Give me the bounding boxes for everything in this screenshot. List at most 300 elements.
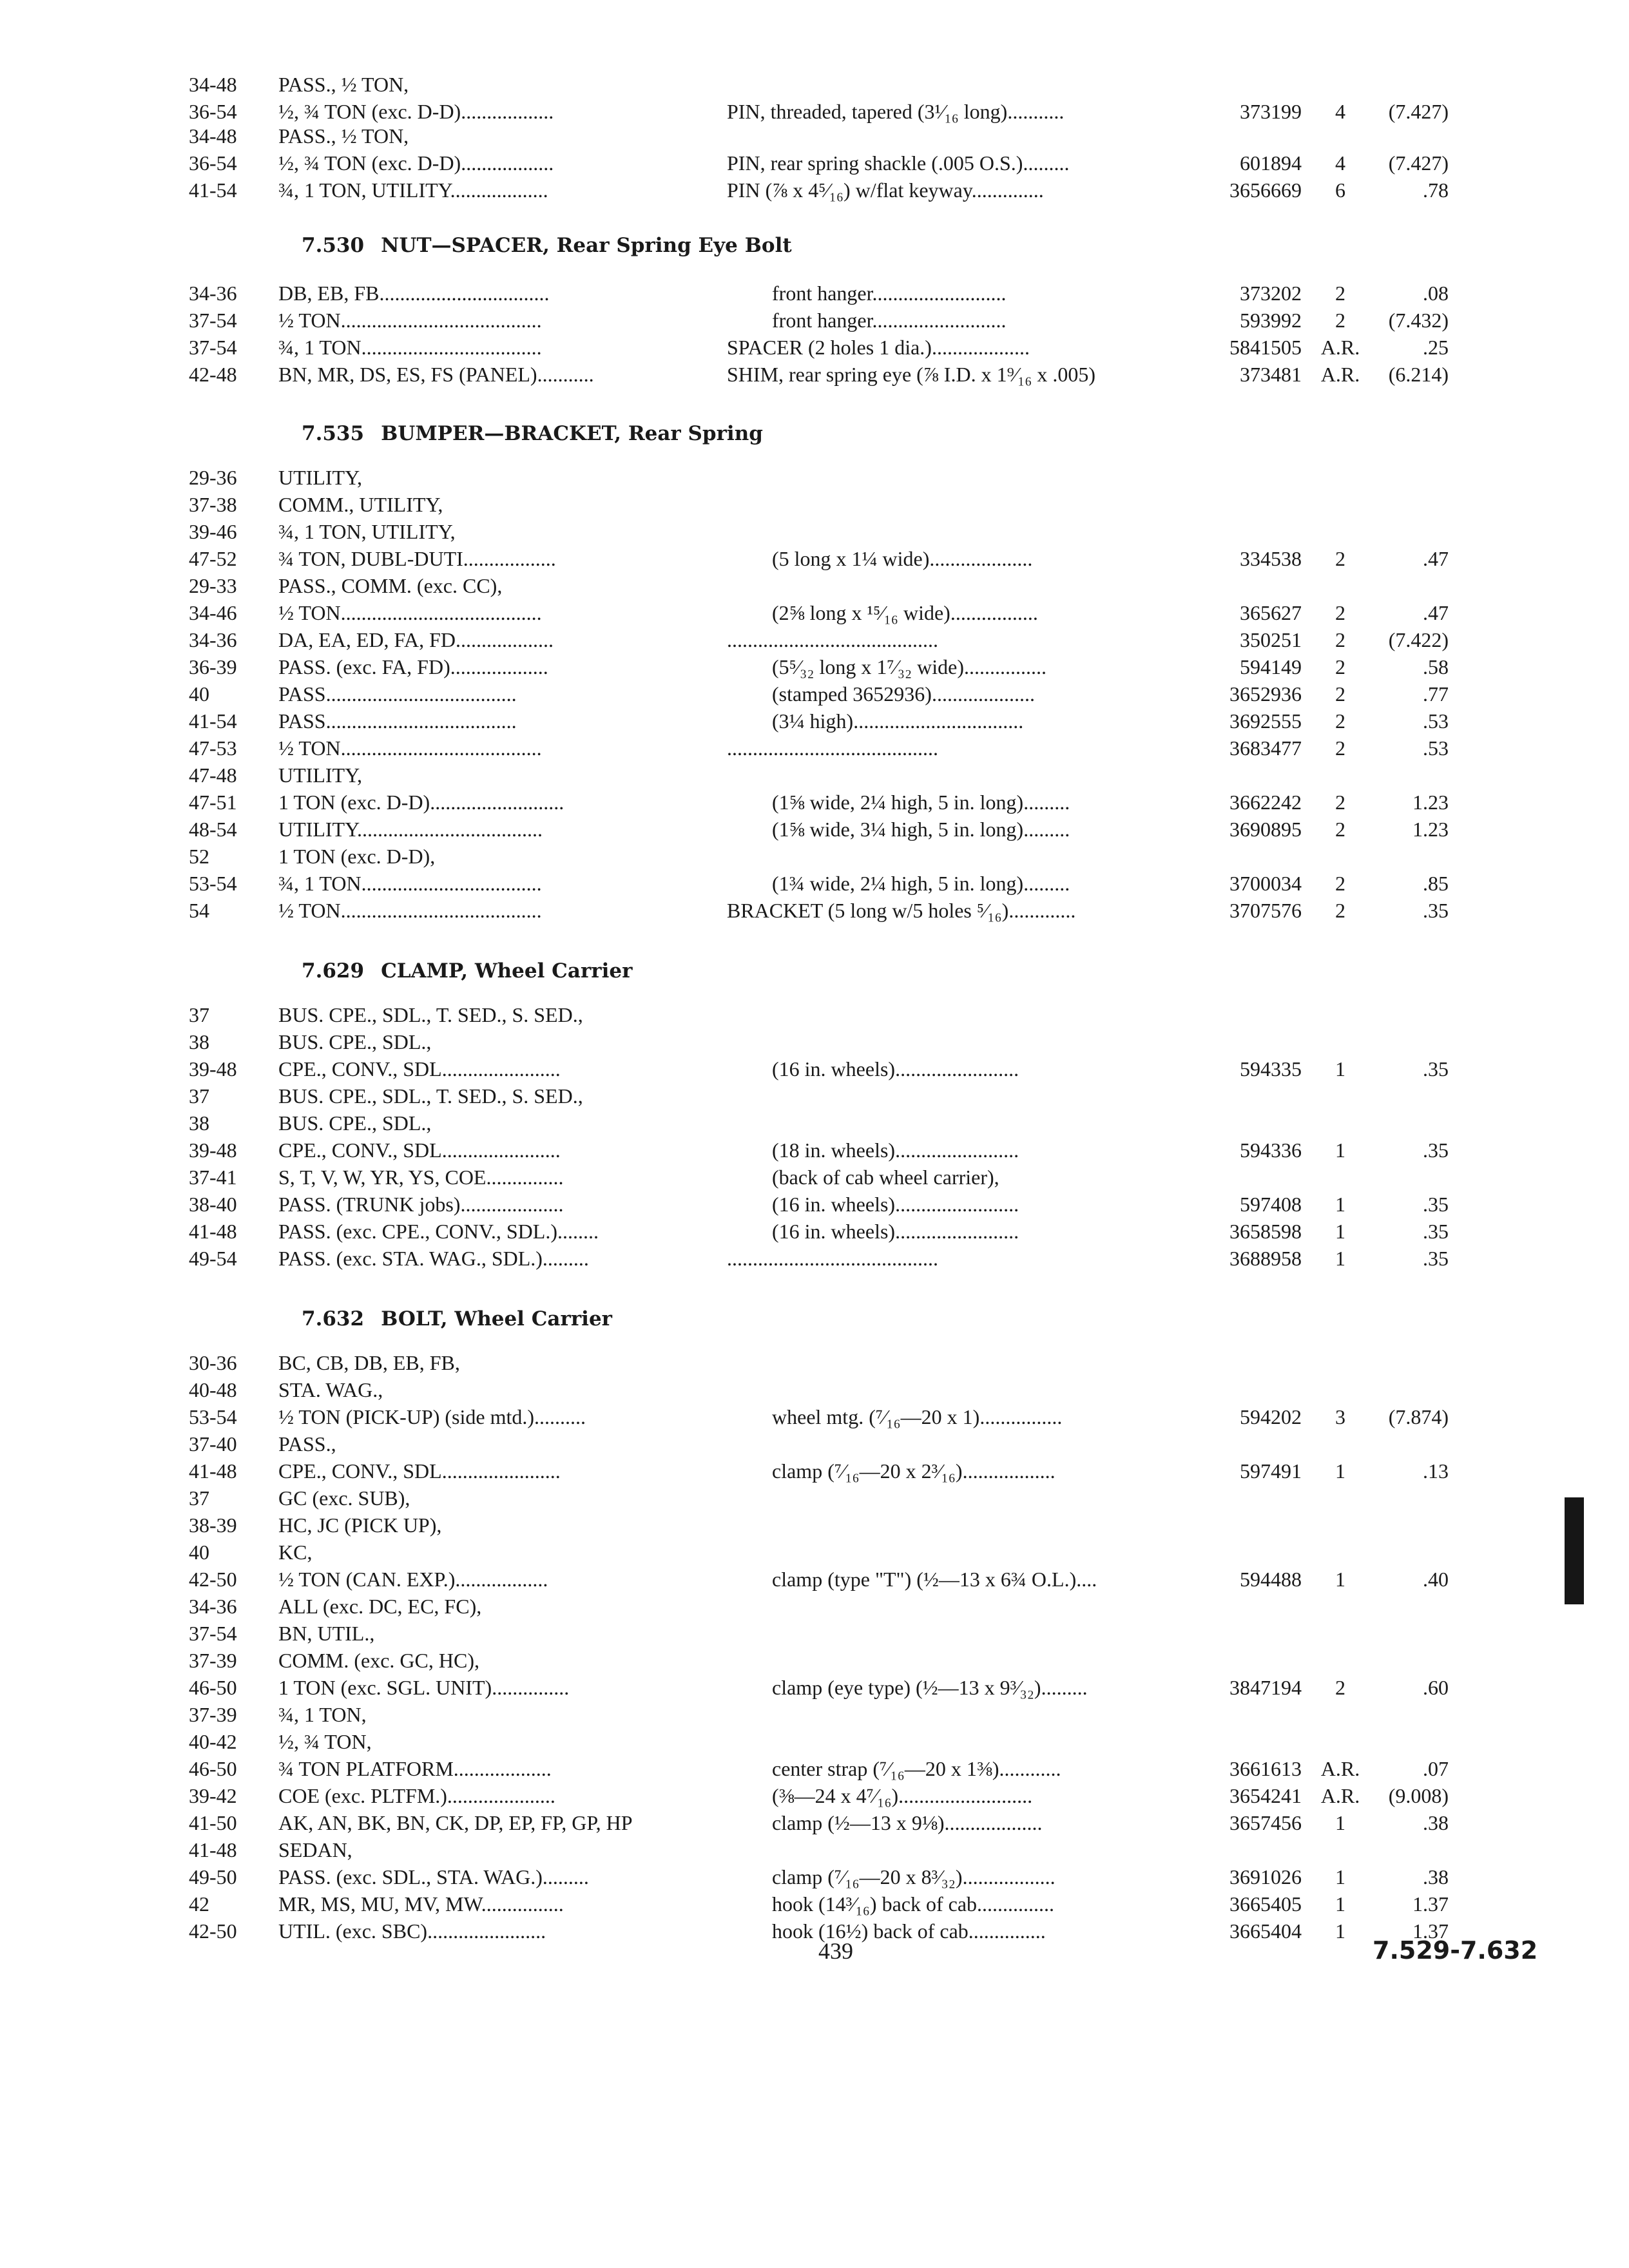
part-row — [0, 1430, 1629, 1457]
part-row — [0, 464, 1629, 491]
part-row — [0, 280, 1629, 307]
part-number: 3683477 — [1229, 736, 1302, 760]
part-row — [0, 1001, 1629, 1028]
model-application: ½ TON (CAN. EXP.).................. — [278, 1568, 548, 1591]
price: 1.37 — [1412, 1892, 1449, 1916]
price: .47 — [1423, 601, 1449, 624]
year-range: 38 — [189, 1111, 209, 1135]
part-row — [0, 1028, 1629, 1055]
part-row — [0, 71, 1629, 98]
part-number: 3700034 — [1229, 872, 1302, 895]
model-application: S, T, V, W, YR, YS, COE............... — [278, 1166, 564, 1189]
part-description: (1¾ wide, 2¼ high, 5 in. long)......... — [772, 872, 1070, 895]
model-application: CPE., CONV., SDL....................... — [278, 1139, 561, 1162]
part-row — [0, 1457, 1629, 1485]
part-row — [0, 1245, 1629, 1272]
year-range: 53-54 — [189, 1405, 237, 1428]
year-range: 41-48 — [189, 1459, 237, 1483]
part-row — [0, 334, 1629, 361]
year-range: 49-54 — [189, 1247, 237, 1270]
part-description: BRACKET (5 long w/5 holes ⁵⁄₁₆)............. — [727, 899, 1076, 922]
year-range: 41-54 — [189, 178, 237, 202]
price: (7.874) — [1388, 1405, 1449, 1428]
year-range: 42-50 — [189, 1568, 237, 1591]
year-range: 47-48 — [189, 764, 237, 787]
year-range: 47-51 — [189, 791, 237, 814]
page-number: 439 — [818, 1938, 853, 1964]
model-application: PASS., — [278, 1432, 336, 1456]
part-number: 3665404 — [1229, 1919, 1302, 1943]
part-description: (18 in. wheels)........................ — [772, 1139, 1019, 1162]
quantity: 2 — [1335, 628, 1345, 651]
section-heading — [302, 1305, 612, 1332]
part-row — [0, 98, 1629, 125]
price: .53 — [1423, 709, 1449, 733]
model-application: ½, ¾ TON (exc. D-D).................. — [278, 100, 554, 123]
part-row — [0, 1191, 1629, 1218]
quantity: 2 — [1335, 655, 1345, 678]
part-row — [0, 1647, 1629, 1674]
price: .07 — [1423, 1757, 1449, 1780]
model-application: BN, MR, DS, ES, FS (PANEL)........... — [278, 363, 594, 386]
part-row — [0, 1376, 1629, 1403]
price: .38 — [1423, 1865, 1449, 1888]
year-range: 34-36 — [189, 282, 237, 305]
part-row — [0, 122, 1629, 149]
quantity: A.R. — [1320, 336, 1360, 359]
price: .53 — [1423, 736, 1449, 760]
year-range: 41-48 — [189, 1220, 237, 1243]
part-row — [0, 1674, 1629, 1701]
part-row — [0, 1110, 1629, 1137]
part-row — [0, 1890, 1629, 1917]
year-range: 37-40 — [189, 1432, 237, 1456]
part-number: 601894 — [1240, 151, 1302, 175]
part-number: 594488 — [1240, 1568, 1302, 1591]
part-row — [0, 1512, 1629, 1539]
part-row — [0, 816, 1629, 843]
price: .08 — [1423, 282, 1449, 305]
part-description: clamp (⁷⁄₁₆—20 x 2³⁄₁₆).................. — [772, 1459, 1055, 1483]
model-application: UTILITY.................................... — [278, 818, 543, 841]
part-number: 5841505 — [1229, 336, 1302, 359]
part-row — [0, 1620, 1629, 1647]
model-application: BUS. CPE., SDL., — [278, 1030, 432, 1053]
model-application: HC, JC (PICK UP), — [278, 1514, 442, 1537]
part-description: (16 in. wheels)........................ — [772, 1057, 1019, 1081]
model-application: PASS. (exc. FA, FD)................... — [278, 655, 548, 678]
quantity: 2 — [1335, 736, 1345, 760]
quantity: 1 — [1335, 1865, 1345, 1888]
price: .60 — [1423, 1676, 1449, 1699]
part-row — [0, 1782, 1629, 1809]
part-row — [0, 1349, 1629, 1376]
quantity: 2 — [1335, 282, 1345, 305]
model-application: DB, EB, FB................................. — [278, 282, 550, 305]
model-application: PASS. (TRUNK jobs).................... — [278, 1193, 564, 1216]
model-application: ½ TON (PICK-UP) (side mtd.).......... — [278, 1405, 586, 1428]
model-application: ALL (exc. DC, EC, FC), — [278, 1595, 482, 1618]
year-range: 42 — [189, 1892, 209, 1916]
model-application: ½ TON....................................... — [278, 601, 542, 624]
year-range: 37-38 — [189, 493, 237, 516]
year-range: 37 — [189, 1486, 209, 1510]
quantity: 1 — [1335, 1919, 1345, 1943]
year-range: 54 — [189, 899, 209, 922]
model-application: ½ TON....................................... — [278, 309, 542, 332]
part-row — [0, 1809, 1629, 1836]
part-description: (16 in. wheels)........................ — [772, 1193, 1019, 1216]
year-range: 46-50 — [189, 1757, 237, 1780]
part-row — [0, 870, 1629, 897]
part-number: 373199 — [1240, 100, 1302, 123]
part-row — [0, 1701, 1629, 1728]
price: .35 — [1423, 1057, 1449, 1081]
year-range: 34-48 — [189, 124, 237, 148]
part-description: (stamped 3652936).................... — [772, 682, 1035, 706]
quantity: 1 — [1335, 1811, 1345, 1834]
model-application: BUS. CPE., SDL., — [278, 1111, 432, 1135]
year-range: 37 — [189, 1003, 209, 1026]
year-range: 39-46 — [189, 520, 237, 543]
part-number: 3658598 — [1229, 1220, 1302, 1243]
year-range: 40 — [189, 682, 209, 706]
quantity: 1 — [1335, 1139, 1345, 1162]
quantity: A.R. — [1320, 1757, 1360, 1780]
model-application: BUS. CPE., SDL., T. SED., S. SED., — [278, 1003, 583, 1026]
part-number: 373202 — [1240, 282, 1302, 305]
year-range: 34-46 — [189, 601, 237, 624]
part-number: 3652936 — [1229, 682, 1302, 706]
part-description: front hanger.......................... — [772, 309, 1007, 332]
year-range: 37-41 — [189, 1166, 237, 1189]
price: (6.214) — [1388, 363, 1449, 386]
model-application: 1 TON (exc. SGL. UNIT)............... — [278, 1676, 570, 1699]
quantity: 1 — [1335, 1193, 1345, 1216]
price: .35 — [1423, 1220, 1449, 1243]
quantity: 2 — [1335, 682, 1345, 706]
part-row — [0, 1566, 1629, 1593]
price: (7.422) — [1388, 628, 1449, 651]
part-row — [0, 1593, 1629, 1620]
part-number: 3707576 — [1229, 899, 1302, 922]
part-row — [0, 361, 1629, 388]
model-application: ¾ TON PLATFORM................... — [278, 1757, 552, 1780]
year-range: 37-54 — [189, 1622, 237, 1645]
part-number: 3657456 — [1229, 1811, 1302, 1834]
year-range: 34-48 — [189, 73, 237, 96]
part-row — [0, 1728, 1629, 1755]
part-description: ......................................... — [727, 736, 938, 760]
quantity: 2 — [1335, 872, 1345, 895]
part-row — [0, 653, 1629, 680]
price: (7.432) — [1388, 309, 1449, 332]
part-row — [0, 1485, 1629, 1512]
part-description: (⅜—24 x 4⁷⁄₁₆).......................... — [772, 1784, 1033, 1807]
part-number: 597491 — [1240, 1459, 1302, 1483]
part-number: 594335 — [1240, 1057, 1302, 1081]
part-description: center strap (⁷⁄₁₆—20 x 1⅜)............ — [772, 1757, 1061, 1780]
quantity: 1 — [1335, 1459, 1345, 1483]
quantity: 2 — [1335, 309, 1345, 332]
model-application: ½ TON....................................... — [278, 736, 542, 760]
model-application: BUS. CPE., SDL., T. SED., S. SED., — [278, 1084, 583, 1108]
year-range: 48-54 — [189, 818, 237, 841]
part-number: 365627 — [1240, 601, 1302, 624]
part-row — [0, 1403, 1629, 1430]
model-application: ¾, 1 TON, — [278, 1703, 367, 1726]
quantity: 6 — [1335, 178, 1345, 202]
section-heading — [302, 957, 632, 985]
section-title: NUT—SPACER, Rear Spring Eye Bolt — [381, 234, 792, 257]
year-range: 37-39 — [189, 1703, 237, 1726]
year-range: 46-50 — [189, 1676, 237, 1699]
part-description: (5 long x 1¼ wide).................... — [772, 547, 1033, 570]
part-number: 373481 — [1240, 363, 1302, 386]
section-title: BOLT, Wheel Carrier — [381, 1307, 612, 1331]
year-range: 29-33 — [189, 574, 237, 597]
year-range: 38 — [189, 1030, 209, 1053]
model-application: PASS. (exc. STA. WAG., SDL.)......... — [278, 1247, 589, 1270]
part-row — [0, 1055, 1629, 1082]
price: .77 — [1423, 682, 1449, 706]
part-number: 3661613 — [1229, 1757, 1302, 1780]
model-application: DA, EA, ED, FA, FD................... — [278, 628, 554, 651]
model-application: PASS..................................... — [278, 682, 517, 706]
model-application: CPE., CONV., SDL....................... — [278, 1057, 561, 1081]
part-description: ......................................... — [727, 1247, 938, 1270]
section-number: 7.629 — [302, 959, 365, 983]
price: .58 — [1423, 655, 1449, 678]
year-range: 30-36 — [189, 1351, 237, 1374]
part-row — [0, 1836, 1629, 1863]
quantity: 2 — [1335, 1676, 1345, 1699]
part-description: wheel mtg. (⁷⁄₁₆—20 x 1)................ — [772, 1405, 1063, 1428]
part-description: clamp (type "T") (½—13 x 6¾ O.L.).... — [772, 1568, 1097, 1591]
model-application: UTILITY, — [278, 764, 363, 787]
part-number: 594202 — [1240, 1405, 1302, 1428]
quantity: 2 — [1335, 818, 1345, 841]
year-range: 41-48 — [189, 1838, 237, 1861]
year-range: 47-52 — [189, 547, 237, 570]
model-application: MR, MS, MU, MV, MW................ — [278, 1892, 564, 1916]
part-number: 3662242 — [1229, 791, 1302, 814]
year-range: 52 — [189, 845, 209, 868]
part-number: 3691026 — [1229, 1865, 1302, 1888]
part-row — [0, 843, 1629, 870]
part-row — [0, 307, 1629, 334]
part-description: PIN (⅞ x 4⁵⁄₁₆) w/flat keyway.............. — [727, 178, 1044, 202]
part-number: 3654241 — [1229, 1784, 1302, 1807]
model-application: BC, CB, DB, EB, FB, — [278, 1351, 460, 1374]
part-row — [0, 680, 1629, 707]
year-range: 53-54 — [189, 872, 237, 895]
year-range: 37-54 — [189, 336, 237, 359]
part-number: 3656669 — [1229, 178, 1302, 202]
year-range: 34-36 — [189, 1595, 237, 1618]
part-description: clamp (½—13 x 9⅛)................... — [772, 1811, 1043, 1834]
part-description: clamp (⁷⁄₁₆—20 x 8³⁄₃₂).................. — [772, 1865, 1055, 1888]
quantity: 1 — [1335, 1247, 1345, 1270]
model-application: BN, UTIL., — [278, 1622, 375, 1645]
quantity: 3 — [1335, 1405, 1345, 1428]
price: (9.008) — [1388, 1784, 1449, 1807]
part-row — [0, 1137, 1629, 1164]
price: (7.427) — [1388, 151, 1449, 175]
price: 1.23 — [1412, 791, 1449, 814]
part-description: PIN, rear spring shackle (.005 O.S.)......... — [727, 151, 1070, 175]
part-row — [0, 735, 1629, 762]
quantity: 4 — [1335, 151, 1345, 175]
part-description: hook (14³⁄₁₆) back of cab............... — [772, 1892, 1055, 1916]
price: 1.23 — [1412, 818, 1449, 841]
part-number: 3665405 — [1229, 1892, 1302, 1916]
model-application: UTILITY, — [278, 466, 363, 489]
year-range: 39-48 — [189, 1057, 237, 1081]
year-range: 36-39 — [189, 655, 237, 678]
part-number: 3688958 — [1229, 1247, 1302, 1270]
price: .35 — [1423, 899, 1449, 922]
part-description: clamp (eye type) (½—13 x 9³⁄₃₂)......... — [772, 1676, 1088, 1699]
quantity: 2 — [1335, 601, 1345, 624]
model-application: PASS..................................... — [278, 709, 517, 733]
part-description: PIN, threaded, tapered (3¹⁄₁₆ long)........... — [727, 100, 1065, 123]
part-row — [0, 599, 1629, 626]
part-description: hook (16½) back of cab............... — [772, 1919, 1046, 1943]
model-application: PASS., COMM. (exc. CC), — [278, 574, 503, 597]
part-row — [0, 545, 1629, 572]
part-description: SPACER (2 holes 1 dia.)................... — [727, 336, 1030, 359]
quantity: A.R. — [1320, 363, 1360, 386]
part-description: (2⅝ long x ¹⁵⁄₁₆ wide)................. — [772, 601, 1038, 624]
part-row — [0, 789, 1629, 816]
quantity: A.R. — [1320, 1784, 1360, 1807]
model-application: ¾ TON, DUBL-DUTI.................. — [278, 547, 556, 570]
part-row — [0, 1539, 1629, 1566]
part-number: 3847194 — [1229, 1676, 1302, 1699]
price: .35 — [1423, 1193, 1449, 1216]
part-number: 597408 — [1240, 1193, 1302, 1216]
price: .35 — [1423, 1139, 1449, 1162]
part-number: 593992 — [1240, 309, 1302, 332]
part-row — [0, 518, 1629, 545]
price: (7.427) — [1388, 100, 1449, 123]
model-application: PASS., ½ TON, — [278, 73, 409, 96]
model-application: COMM. (exc. GC, HC), — [278, 1649, 479, 1672]
quantity: 2 — [1335, 709, 1345, 733]
part-row — [0, 762, 1629, 789]
section-title: CLAMP, Wheel Carrier — [381, 959, 633, 983]
model-application: PASS., ½ TON, — [278, 124, 409, 148]
model-application: KC, — [278, 1541, 313, 1564]
model-application: ¾, 1 TON................................... — [278, 336, 542, 359]
year-range: 41-54 — [189, 709, 237, 733]
year-range: 49-50 — [189, 1865, 237, 1888]
model-application: COMM., UTILITY, — [278, 493, 443, 516]
part-row — [0, 177, 1629, 204]
part-row — [0, 707, 1629, 735]
price: .47 — [1423, 547, 1449, 570]
year-range: 37-39 — [189, 1649, 237, 1672]
part-description: (3¼ high)................................. — [772, 709, 1024, 733]
quantity: 2 — [1335, 791, 1345, 814]
part-number: 334538 — [1240, 547, 1302, 570]
quantity: 1 — [1335, 1220, 1345, 1243]
section-number: 7.632 — [302, 1307, 365, 1331]
part-description: (back of cab wheel carrier), — [772, 1166, 999, 1189]
model-application: PASS. (exc. SDL., STA. WAG.)......... — [278, 1865, 589, 1888]
part-number: 3690895 — [1229, 818, 1302, 841]
part-number: 3692555 — [1229, 709, 1302, 733]
part-row — [0, 149, 1629, 177]
part-number: 594149 — [1240, 655, 1302, 678]
part-row — [0, 897, 1629, 924]
year-range: 41-50 — [189, 1811, 237, 1834]
quantity: 2 — [1335, 547, 1345, 570]
part-row — [0, 1082, 1629, 1110]
price: .85 — [1423, 872, 1449, 895]
section-title: BUMPER—BRACKET, Rear Spring — [381, 422, 763, 445]
part-row — [0, 1164, 1629, 1191]
model-application: ¾, 1 TON, UTILITY................... — [278, 178, 548, 202]
quantity: 2 — [1335, 899, 1345, 922]
year-range: 37 — [189, 1084, 209, 1108]
part-row — [0, 491, 1629, 518]
part-description: (1⅝ wide, 2¼ high, 5 in. long)......... — [772, 791, 1070, 814]
year-range: 29-36 — [189, 466, 237, 489]
part-description: (5⁵⁄₃₂ long x 1⁷⁄₃₂ wide)................ — [772, 655, 1047, 678]
part-description: SHIM, rear spring eye (⅞ I.D. x 1⁹⁄₁₆ x .005) — [727, 363, 1096, 386]
year-range: 36-54 — [189, 151, 237, 175]
price: .25 — [1423, 336, 1449, 359]
thumb-index-tab — [1565, 1497, 1584, 1604]
section-number: 7.535 — [302, 422, 365, 445]
price: .13 — [1423, 1459, 1449, 1483]
model-application: COE (exc. PLTFM.)..................... — [278, 1784, 555, 1807]
quantity: 1 — [1335, 1057, 1345, 1081]
model-application: UTIL. (exc. SBC)....................... — [278, 1919, 546, 1943]
model-application: 1 TON (exc. D-D), — [278, 845, 436, 868]
part-row — [0, 1218, 1629, 1245]
model-application: ½ TON....................................... — [278, 899, 542, 922]
price: 1.37 — [1412, 1919, 1449, 1943]
part-description: (16 in. wheels)........................ — [772, 1220, 1019, 1243]
price: .40 — [1423, 1568, 1449, 1591]
year-range: 42-48 — [189, 363, 237, 386]
part-row — [0, 572, 1629, 599]
quantity: 1 — [1335, 1892, 1345, 1916]
model-application: ¾, 1 TON, UTILITY, — [278, 520, 456, 543]
year-range: 40 — [189, 1541, 209, 1564]
model-application: AK, AN, BK, BN, CK, DP, EP, FP, GP, HP — [278, 1811, 633, 1834]
year-range: 42-50 — [189, 1919, 237, 1943]
part-description: (1⅝ wide, 3¼ high, 5 in. long)......... — [772, 818, 1070, 841]
part-row — [0, 1755, 1629, 1782]
year-range: 38-39 — [189, 1514, 237, 1537]
part-row — [0, 626, 1629, 653]
model-application: PASS. (exc. CPE., CONV., SDL.)........ — [278, 1220, 599, 1243]
model-application: ½, ¾ TON (exc. D-D).................. — [278, 151, 554, 175]
model-application: ¾, 1 TON................................... — [278, 872, 542, 895]
price: .78 — [1423, 178, 1449, 202]
model-application: GC (exc. SUB), — [278, 1486, 410, 1510]
model-application: STA. WAG., — [278, 1378, 383, 1401]
year-range: 37-54 — [189, 309, 237, 332]
price: .35 — [1423, 1247, 1449, 1270]
section-heading — [302, 232, 792, 259]
year-range: 38-40 — [189, 1193, 237, 1216]
section-number: 7.530 — [302, 234, 365, 257]
